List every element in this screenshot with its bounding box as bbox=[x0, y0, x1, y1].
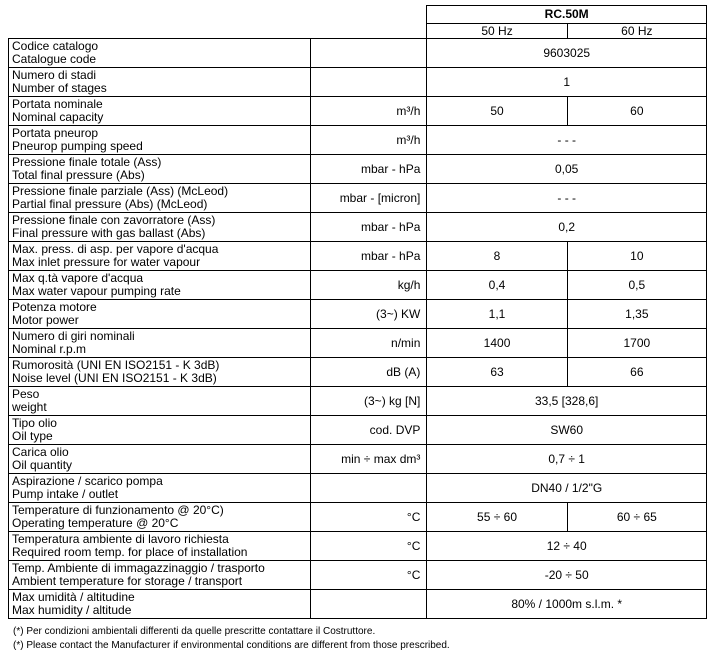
spec-label bbox=[9, 126, 311, 155]
spec-label bbox=[9, 532, 311, 561]
spec-unit: cod. DVP bbox=[310, 416, 427, 445]
spec-unit: °C bbox=[310, 561, 427, 590]
spec-label bbox=[9, 416, 311, 445]
spec-label bbox=[9, 387, 311, 416]
spec-value-50hz: 8 bbox=[427, 242, 567, 271]
label-italian: Rumorosità (UNI EN ISO2151 - K 3dB) bbox=[12, 358, 220, 372]
spec-row bbox=[9, 445, 707, 474]
spec-label bbox=[9, 300, 311, 329]
spec-row bbox=[9, 213, 707, 242]
spec-value-50hz: 1400 bbox=[427, 329, 567, 358]
spec-value-50hz: 55 ÷ 60 bbox=[427, 503, 567, 532]
spec-unit: (3~) kg [N] bbox=[310, 387, 427, 416]
spec-unit: mbar - [micron] bbox=[310, 184, 427, 213]
spec-value-60hz: 60 bbox=[567, 97, 706, 126]
label-italian: Temperature di funzionamento @ 20°C) bbox=[12, 503, 224, 517]
spec-value: 0,2 bbox=[427, 213, 707, 242]
spec-row bbox=[9, 242, 707, 271]
label-english: Motor power bbox=[12, 313, 79, 327]
label-english: Required room temp. for place of installation bbox=[12, 545, 248, 559]
spec-value: 12 ÷ 40 bbox=[427, 532, 707, 561]
spec-unit: min ÷ max dm³ bbox=[310, 445, 427, 474]
spec-value-50hz: 63 bbox=[427, 358, 567, 387]
spec-label bbox=[9, 503, 311, 532]
spec-label bbox=[9, 68, 311, 97]
label-english: Partial final pressure (Abs) (McLeod) bbox=[12, 197, 208, 211]
label-english: Max water vapour pumping rate bbox=[12, 284, 181, 298]
label-italian: Max umidità / altitudine bbox=[12, 590, 135, 604]
spec-value-60hz: 1,35 bbox=[567, 300, 706, 329]
spec-label bbox=[9, 590, 311, 619]
label-english: Ambient temperature for storage / transport bbox=[12, 574, 243, 588]
spec-label bbox=[9, 358, 311, 387]
spec-row bbox=[9, 416, 707, 445]
spec-value-60hz: 0,5 bbox=[567, 271, 706, 300]
label-english: Pneurop pumping speed bbox=[12, 139, 143, 153]
label-italian: Temperatura ambiente di lavoro richiesta bbox=[12, 532, 229, 546]
freq-60-header: 60 Hz bbox=[567, 24, 706, 39]
spec-unit: m³/h bbox=[310, 126, 427, 155]
spec-row bbox=[9, 155, 707, 184]
label-english: Number of stages bbox=[12, 81, 107, 95]
spec-value-60hz: 1700 bbox=[567, 329, 706, 358]
spec-unit: mbar - hPa bbox=[310, 242, 427, 271]
spec-value-50hz: 1,1 bbox=[427, 300, 567, 329]
spec-value: SW60 bbox=[427, 416, 707, 445]
label-italian: Aspirazione / scarico pompa bbox=[12, 474, 163, 488]
spec-value: 9603025 bbox=[427, 39, 707, 68]
footnote-it: (*) Per condizioni ambientali differenti da quelle prescritte contattare il Costruttore. bbox=[13, 626, 376, 637]
label-italian: Pressione finale con zavorratore (Ass) bbox=[12, 213, 216, 227]
spec-unit: kg/h bbox=[310, 271, 427, 300]
spec-value-60hz: 60 ÷ 65 bbox=[567, 503, 706, 532]
label-italian: Codice catalogo bbox=[12, 39, 99, 53]
label-english: Oil type bbox=[12, 429, 53, 443]
spec-row bbox=[9, 184, 707, 213]
spec-label bbox=[9, 184, 311, 213]
spec-label bbox=[9, 39, 311, 68]
spec-unit bbox=[310, 39, 427, 68]
spec-value: 33,5 [328,6] bbox=[427, 387, 707, 416]
label-italian: Peso bbox=[12, 387, 40, 401]
spec-row bbox=[9, 126, 707, 155]
spec-label bbox=[9, 97, 311, 126]
spec-value: - - - bbox=[427, 126, 707, 155]
spec-label bbox=[9, 242, 311, 271]
spec-unit: mbar - hPa bbox=[310, 155, 427, 184]
label-italian: Potenza motore bbox=[12, 300, 97, 314]
label-english: Nominal capacity bbox=[12, 110, 104, 124]
spec-row bbox=[9, 300, 707, 329]
spec-unit: °C bbox=[310, 503, 427, 532]
spec-table bbox=[8, 5, 707, 619]
label-english: Catalogue code bbox=[12, 52, 97, 66]
spec-value: 0,7 ÷ 1 bbox=[427, 445, 707, 474]
label-english: Max inlet pressure for water vapour bbox=[12, 255, 201, 269]
model-title: RC.50M bbox=[427, 6, 707, 24]
spec-row bbox=[9, 358, 707, 387]
label-italian: Pressione finale totale (Ass) bbox=[12, 155, 162, 169]
spec-unit: mbar - hPa bbox=[310, 213, 427, 242]
spec-value: 1 bbox=[427, 68, 707, 97]
header-blank bbox=[9, 24, 427, 39]
spec-label bbox=[9, 271, 311, 300]
spec-row bbox=[9, 532, 707, 561]
label-italian: Carica olio bbox=[12, 445, 69, 459]
label-english: Final pressure with gas ballast (Abs) bbox=[12, 226, 206, 240]
label-italian: Numero di giri nominali bbox=[12, 329, 135, 343]
spec-row bbox=[9, 474, 707, 503]
label-english: Total final pressure (Abs) bbox=[12, 168, 145, 182]
label-english: Max humidity / altitude bbox=[12, 603, 132, 617]
label-italian: Temp. Ambiente di immagazzinaggio / trasporto bbox=[12, 561, 265, 575]
label-italian: Portata pneurop bbox=[12, 126, 99, 140]
spec-row bbox=[9, 97, 707, 126]
spec-value: -20 ÷ 50 bbox=[427, 561, 707, 590]
spec-label bbox=[9, 561, 311, 590]
spec-row bbox=[9, 561, 707, 590]
spec-row bbox=[9, 590, 707, 619]
spec-unit bbox=[310, 68, 427, 97]
freq-50-header: 50 Hz bbox=[427, 24, 567, 39]
footnotes bbox=[13, 625, 450, 653]
label-italian: Portata nominale bbox=[12, 97, 103, 111]
label-english: Nominal r.p.m bbox=[12, 342, 87, 356]
spec-unit: dB (A) bbox=[310, 358, 427, 387]
spec-unit: m³/h bbox=[310, 97, 427, 126]
spec-label bbox=[9, 445, 311, 474]
spec-value: 80% / 1000m s.l.m. * bbox=[427, 590, 707, 619]
label-italian: Max q.tà vapore d'acqua bbox=[12, 271, 144, 285]
spec-value-60hz: 10 bbox=[567, 242, 706, 271]
spec-label bbox=[9, 474, 311, 503]
label-italian: Numero di stadi bbox=[12, 68, 97, 82]
spec-unit: °C bbox=[310, 532, 427, 561]
spec-value: - - - bbox=[427, 184, 707, 213]
label-italian: Pressione finale parziale (Ass) (McLeod) bbox=[12, 184, 229, 198]
label-english: Oil quantity bbox=[12, 458, 73, 472]
label-italian: Tipo olio bbox=[12, 416, 57, 430]
spec-unit bbox=[310, 474, 427, 503]
spec-value: DN40 / 1/2"G bbox=[427, 474, 707, 503]
spec-row bbox=[9, 68, 707, 97]
spec-unit: n/min bbox=[310, 329, 427, 358]
spec-label bbox=[9, 155, 311, 184]
spec-row bbox=[9, 387, 707, 416]
spec-label bbox=[9, 213, 311, 242]
label-english: Noise level (UNI EN ISO2151 - K 3dB) bbox=[12, 371, 217, 385]
spec-row bbox=[9, 271, 707, 300]
spec-value-50hz: 50 bbox=[427, 97, 567, 126]
label-italian: Max. press. di asp. per vapore d'acqua bbox=[12, 242, 219, 256]
spec-value-50hz: 0,4 bbox=[427, 271, 567, 300]
footnote-en: (*) Please contact the Manufacturer if environmental conditions are different from those prescribed. bbox=[13, 640, 450, 651]
spec-row bbox=[9, 329, 707, 358]
label-english: weight bbox=[12, 400, 47, 414]
spec-label bbox=[9, 329, 311, 358]
label-english: Pump intake / outlet bbox=[12, 487, 119, 501]
label-english: Operating temperature @ 20°C bbox=[12, 516, 179, 530]
spec-row bbox=[9, 39, 707, 68]
spec-row bbox=[9, 503, 707, 532]
spec-unit bbox=[310, 590, 427, 619]
spec-value-60hz: 66 bbox=[567, 358, 706, 387]
header-blank bbox=[9, 6, 427, 24]
spec-value: 0,05 bbox=[427, 155, 707, 184]
spec-unit: (3~) KW bbox=[310, 300, 427, 329]
